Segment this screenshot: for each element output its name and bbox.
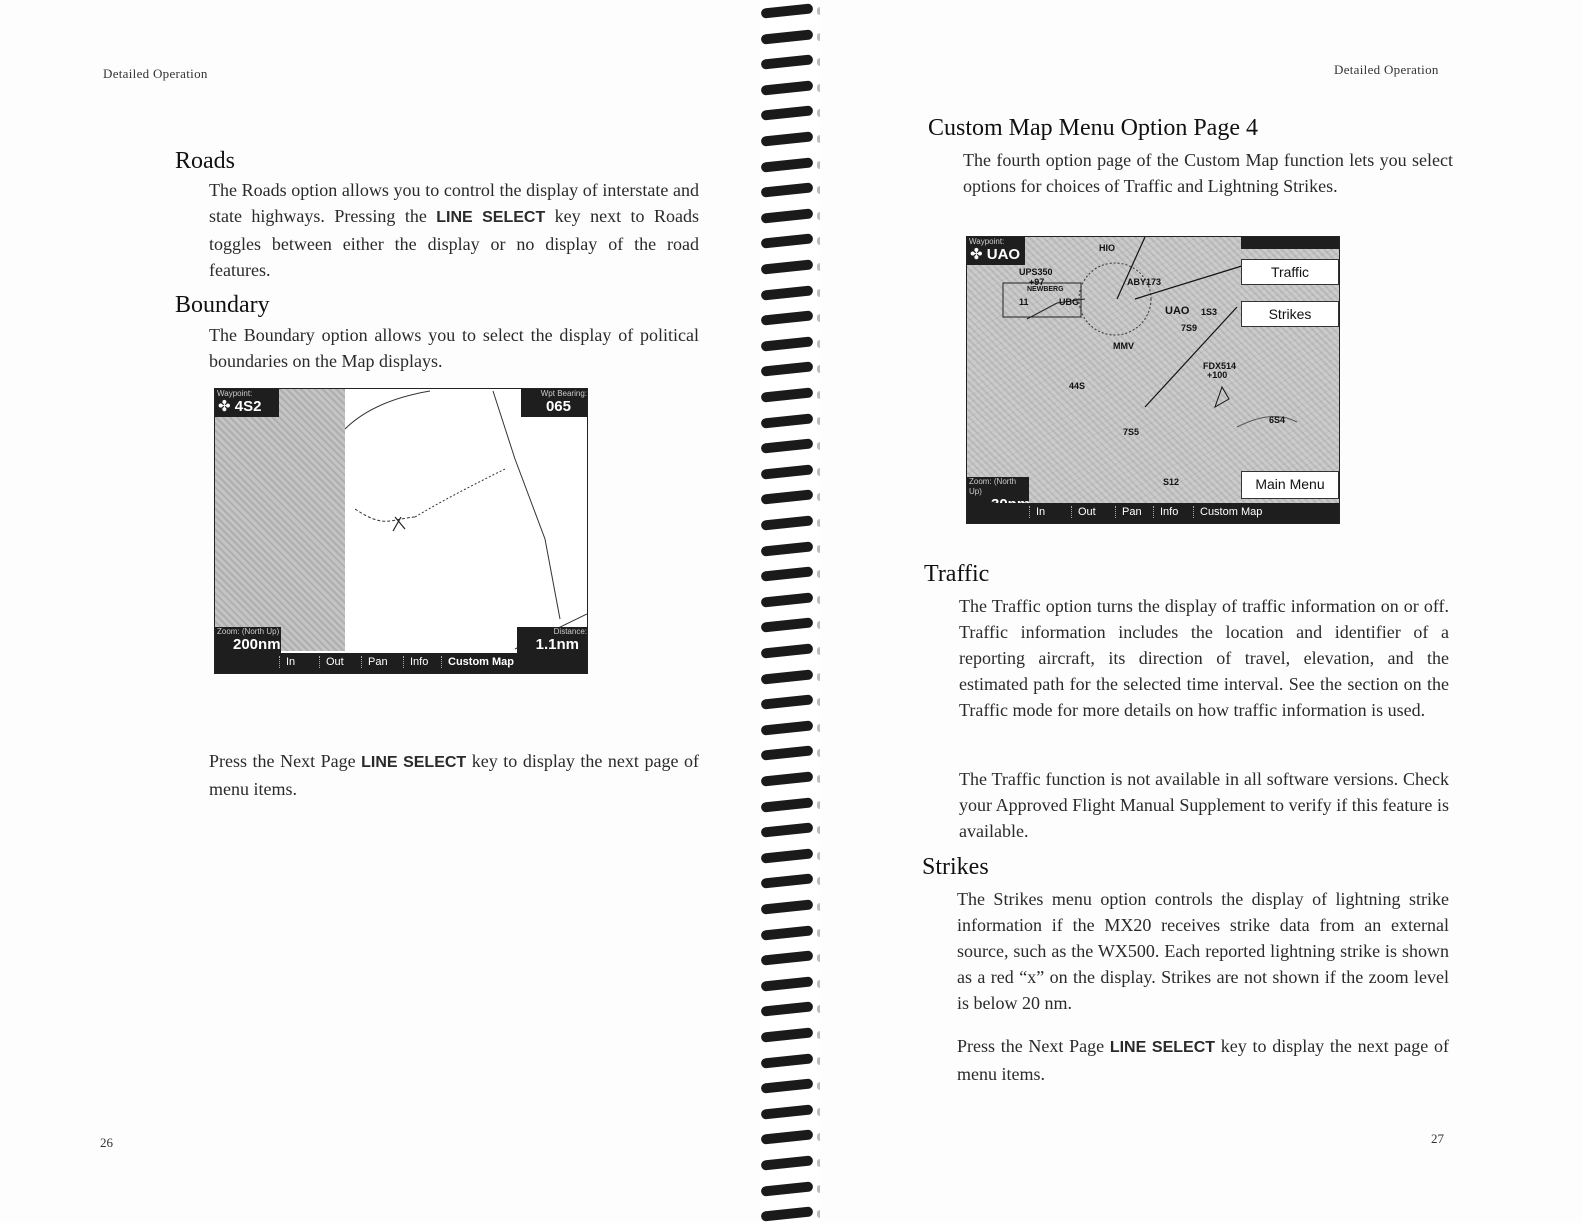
coil-ring	[761, 1155, 814, 1170]
coil-ring	[761, 720, 814, 735]
line-select-key: LINE SELECT	[1109, 1039, 1216, 1056]
map-label: 1S3	[1201, 307, 1218, 317]
coil-ring	[761, 541, 814, 556]
coil-ring	[761, 1027, 814, 1042]
binding-coil	[761, 977, 817, 991]
binding-coil	[761, 286, 817, 300]
binding-coil	[761, 311, 817, 325]
coil-ring	[761, 234, 814, 249]
coil-ring	[761, 566, 814, 581]
binding-coil	[761, 30, 817, 44]
line-select-key: LINE SELECT	[361, 754, 467, 771]
coil-ring	[761, 848, 814, 863]
binding-coil	[761, 490, 817, 504]
binding-coil	[761, 567, 817, 581]
coil-ring	[761, 1206, 814, 1221]
coil-ring	[761, 899, 814, 914]
binding-coil	[761, 695, 817, 709]
main-menu-button[interactable]: Main Menu	[1241, 471, 1339, 499]
boundary-map-screenshot	[214, 388, 588, 674]
left-page	[0, 0, 760, 1223]
binding-coil	[761, 1130, 817, 1144]
binding-coil	[761, 132, 817, 146]
binding-coil	[761, 798, 817, 812]
traffic-paragraph-2: The Traffic function is not available in all software versions. Check your Approved Flight Manual Supplement to verify if this feature is available.	[959, 769, 1449, 841]
binding-coil	[761, 900, 817, 914]
softkey-in[interactable]: In	[279, 656, 301, 668]
binding-coil	[761, 260, 817, 274]
binding-coil	[761, 209, 817, 223]
coil-ring	[761, 1002, 814, 1017]
traffic-paragraph-1: The Traffic option turns the display of traffic information on or off. Traffic information includes the location and identifier of a reporting aircraft, its direction of travel, elevation, and the estimated path for the selected time interval. See the section on the Traffic mode for more details on how traffic information is used.	[959, 596, 1449, 720]
map-label: UBG	[1059, 297, 1079, 307]
coil-ring	[761, 1053, 814, 1068]
softkey-pan[interactable]: Pan	[361, 656, 394, 668]
coil-ring	[761, 285, 814, 300]
custom-map-screenshot	[966, 236, 1340, 524]
binding-coil	[761, 721, 817, 735]
softkey-bar	[215, 653, 587, 673]
binding-coil	[761, 542, 817, 556]
softkey-out[interactable]: Out	[319, 656, 350, 668]
binding-coil	[761, 618, 817, 632]
binding-coil	[761, 644, 817, 658]
next-page-text-a: Press the Next Page	[957, 1036, 1110, 1056]
coil-ring	[761, 80, 814, 95]
running-header: Detailed Operation	[1334, 62, 1439, 77]
binding-coil	[761, 746, 817, 760]
map-label: +100	[1207, 370, 1228, 380]
coil-ring	[761, 362, 814, 377]
waypoint-label: Waypoint:	[969, 237, 1005, 246]
coil-ring	[761, 1130, 814, 1145]
coil-ring	[761, 336, 814, 351]
distance-box	[517, 627, 587, 653]
coil-ring	[761, 54, 814, 69]
softkey-custom-map[interactable]: Custom Map	[441, 656, 520, 668]
coil-ring	[761, 1104, 814, 1119]
coil-ring	[761, 746, 814, 761]
binding-coil	[761, 158, 817, 172]
roads-heading: Roads	[175, 148, 235, 174]
waypoint-box	[967, 237, 1025, 265]
map-label: S12	[1163, 477, 1180, 487]
coil-ring	[761, 976, 814, 991]
map-label: NEWBERG	[1027, 286, 1064, 293]
softkey-bar	[967, 503, 1339, 523]
coil-ring	[761, 106, 814, 121]
binding-coil	[761, 1028, 817, 1042]
binding-coil	[761, 362, 817, 376]
map-label: ABY173	[1127, 277, 1162, 287]
binding-coil	[761, 1182, 817, 1196]
map-label: 11	[1019, 297, 1029, 307]
binding-coil	[761, 337, 817, 351]
binding-coil	[761, 1207, 817, 1221]
boundary-heading: Boundary	[175, 292, 270, 318]
map-label: 7S5	[1123, 427, 1140, 437]
binding-coil	[761, 1079, 817, 1093]
waypoint-label: Waypoint:	[217, 389, 253, 398]
coil-ring	[761, 387, 814, 402]
binding-coil	[761, 593, 817, 607]
coil-ring	[761, 464, 814, 479]
softkey-in[interactable]: In	[1029, 506, 1051, 518]
zoom-label: Zoom: (North Up)	[969, 477, 1017, 496]
map-label: UAO	[1165, 305, 1190, 317]
roads-paragraph	[209, 177, 699, 283]
binding-coil	[761, 81, 817, 95]
bearing-label: Wpt Bearing:	[540, 389, 587, 398]
binding-coil	[761, 1105, 817, 1119]
map-label: MMV	[1113, 341, 1134, 351]
softkey-out[interactable]: Out	[1071, 506, 1102, 518]
binding-coil	[761, 516, 817, 530]
next-page-paragraph	[957, 1033, 1449, 1087]
coil-ring	[761, 3, 814, 18]
strikes-paragraph: The Strikes menu option controls the display of lightning strike information if the MX20 receives strike data from an external source, such as the WX500. Each reported lightning strike is shown as a red “x” on the display. Strikes are not shown if the zoom level is below 20 nm.	[957, 889, 1449, 1013]
binding-coil	[761, 414, 817, 428]
coil-ring	[761, 771, 814, 786]
next-page-text-a: Press the Next Page	[209, 751, 362, 771]
next-page-text-b: key to display the next page of menu items.	[957, 1036, 1449, 1084]
coil-ring	[761, 950, 814, 965]
binding-coil	[761, 849, 817, 863]
roads-text-a: The Roads option allows you to control the display of interstate and state highways. Pressing the	[209, 180, 699, 226]
binding-coil	[761, 823, 817, 837]
binding-coil	[761, 772, 817, 786]
custom-map-heading: Custom Map Menu Option Page 4	[928, 115, 1258, 141]
coil-ring	[761, 131, 814, 146]
traffic-heading: Traffic	[924, 561, 990, 587]
zoom-value: 200nm	[233, 636, 281, 653]
binding-coil	[761, 1002, 817, 1016]
zoom-label: Zoom: (North Up)	[217, 627, 280, 636]
map-label: UPS350	[1019, 267, 1053, 277]
coil-ring	[761, 874, 814, 889]
binding-coil	[761, 388, 817, 402]
bearing-box	[521, 389, 587, 417]
softkey-custom-map[interactable]: Custom Map	[1193, 506, 1268, 518]
coil-ring	[761, 182, 814, 197]
softkey-pan[interactable]: Pan	[1115, 506, 1148, 518]
coil-ring	[761, 157, 814, 172]
binding-coil	[761, 670, 817, 684]
running-header: Detailed Operation	[103, 66, 208, 81]
binding-coil	[761, 183, 817, 197]
line-select-key: LINE SELECT	[436, 209, 546, 226]
roads-text-b: key next to Roads toggles between either the display or no display of the road features.	[209, 206, 699, 280]
coil-ring	[761, 1078, 814, 1093]
map-label: HIO	[1099, 243, 1116, 253]
coil-ring	[761, 208, 814, 223]
distance-value: 1.1nm	[535, 636, 579, 653]
next-page-paragraph	[209, 748, 699, 802]
coil-ring	[761, 592, 814, 607]
binding-coil	[761, 55, 817, 69]
softkey-info[interactable]: Info	[403, 656, 434, 668]
binding-coil	[761, 951, 817, 965]
page-number: 26	[100, 1135, 113, 1150]
softkey-info[interactable]: Info	[1153, 506, 1184, 518]
waypoint-value: ✤ 4S2	[218, 398, 262, 415]
binding-coil	[761, 439, 817, 453]
bearing-box	[1241, 237, 1339, 249]
binding-coil	[761, 926, 817, 940]
strikes-heading: Strikes	[922, 854, 989, 880]
next-page-text-b: key to display the next page of menu items.	[209, 751, 699, 799]
coil-ring	[761, 515, 814, 530]
binding-coil	[761, 465, 817, 479]
coil-ring	[761, 490, 814, 505]
map-label: +97	[1029, 277, 1045, 287]
strikes-option-button[interactable]: Strikes	[1241, 301, 1339, 327]
waypoint-box	[215, 389, 279, 417]
coil-ring	[761, 618, 814, 633]
coil-ring	[761, 643, 814, 658]
coil-ring	[761, 669, 814, 684]
bearing-value: 065	[545, 398, 571, 415]
coil-ring	[761, 259, 814, 274]
coil-ring	[761, 310, 814, 325]
coil-ring	[761, 797, 814, 812]
right-page	[820, 0, 1582, 1223]
binding-coil	[761, 234, 817, 248]
coil-ring	[761, 413, 814, 428]
coil-ring	[761, 822, 814, 837]
boundary-paragraph: The Boundary option allows you to select the display of political boundaries on the Map displays.	[209, 325, 699, 371]
binding-coil	[761, 1054, 817, 1068]
map-label: 6S4	[1269, 415, 1286, 425]
binding-coil	[761, 4, 817, 18]
distance-label: Distance:	[553, 627, 587, 636]
map-label: FDX514	[1203, 361, 1237, 371]
coil-ring	[761, 29, 814, 44]
custom-map-paragraph: The fourth option page of the Custom Map function lets you select options for choices of Traffic and Lightning Strikes.	[963, 150, 1453, 196]
coil-ring	[761, 694, 814, 709]
coil-ring	[761, 1181, 814, 1196]
page-number: 27	[1431, 1131, 1444, 1146]
coil-ring	[761, 438, 814, 453]
zoom-box	[215, 627, 281, 653]
binding-coil	[761, 106, 817, 120]
map-label: 7S9	[1181, 323, 1198, 333]
binding-coil	[761, 874, 817, 888]
map-label: 44S	[1069, 381, 1086, 391]
waypoint-value: ✤ UAO	[970, 246, 1021, 263]
zoom-box	[967, 477, 1029, 503]
traffic-option-button[interactable]: Traffic	[1241, 259, 1339, 285]
coil-ring	[761, 925, 814, 940]
spiral-binding	[755, 0, 825, 1223]
binding-coil	[761, 1156, 817, 1170]
